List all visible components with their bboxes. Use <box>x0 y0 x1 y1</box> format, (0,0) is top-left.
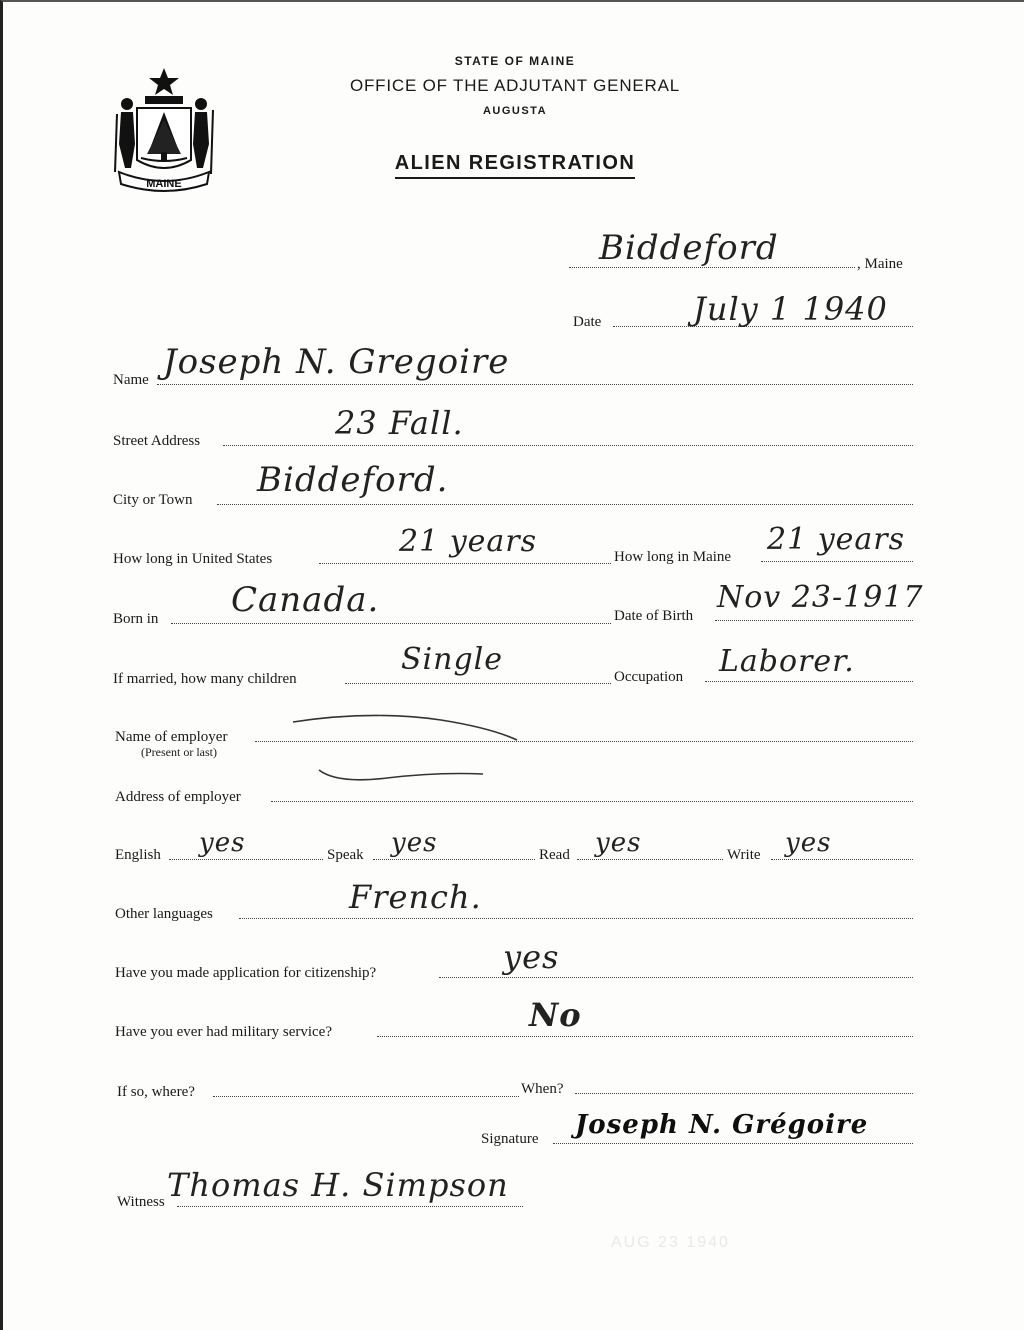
signature-label: Signature <box>481 1131 539 1147</box>
children-label: If married, how many children <box>113 671 297 687</box>
military-line <box>377 1036 913 1037</box>
write-line <box>771 859 913 860</box>
name-line <box>157 384 913 385</box>
city-heading: AUGUSTA <box>482 105 548 117</box>
date-of-birth-entry: Nov 23-1917 <box>717 580 924 615</box>
write-entry: yes <box>785 828 832 858</box>
city-entry: Biddeford. <box>257 460 449 500</box>
occupation-label: Occupation <box>614 669 684 685</box>
witness-entry: Thomas H. Simpson <box>167 1166 509 1204</box>
town-entry: Biddeford <box>599 228 779 268</box>
occupation-entry: Laborer. <box>719 644 855 679</box>
citizenship-entry: yes <box>503 938 560 976</box>
children-entry: Single <box>401 642 504 677</box>
other-languages-entry: French. <box>349 878 482 916</box>
employer-name-label: Name of employer <box>115 729 228 745</box>
employer-name-dash-mark <box>291 696 521 746</box>
read-label: Read <box>539 847 570 863</box>
date-of-birth-line <box>715 620 913 621</box>
born-in-entry: Canada. <box>231 580 380 620</box>
how-long-maine-label: How long in Maine <box>614 549 732 565</box>
date-of-birth-label: Date of Birth <box>614 608 694 624</box>
write-label: Write <box>727 847 761 863</box>
english-label: English <box>115 847 161 863</box>
name-label: Name <box>113 372 149 388</box>
if-so-where-label: If so, where? <box>117 1084 195 1100</box>
born-in-label: Born in <box>113 611 159 627</box>
speak-line <box>373 859 535 860</box>
city-label: City or Town <box>113 492 193 508</box>
other-languages-line <box>239 918 913 919</box>
street-label: Street Address <box>113 433 201 449</box>
employer-address-line <box>271 801 913 802</box>
when-line <box>575 1093 913 1094</box>
speak-label: Speak <box>327 847 364 863</box>
maine-suffix-label: , Maine <box>857 256 903 272</box>
english-line <box>169 859 323 860</box>
state-heading: STATE OF MAINE <box>454 54 576 68</box>
military-label: Have you ever had military service? <box>115 1024 332 1040</box>
date-entry: July 1 1940 <box>693 290 888 328</box>
employer-address-dash-mark <box>317 762 487 792</box>
when-label: When? <box>521 1081 564 1097</box>
how-long-maine-entry: 21 years <box>767 522 906 557</box>
how-long-maine-line <box>761 561 913 562</box>
citizenship-line <box>439 977 913 978</box>
english-entry: yes <box>199 828 246 858</box>
how-long-us-label: How long in United States <box>113 551 273 567</box>
citizenship-label: Have you made application for citizenship? <box>115 965 377 981</box>
children-line <box>345 683 611 684</box>
how-long-us-entry: 21 years <box>399 524 538 559</box>
if-so-where-line <box>213 1096 519 1097</box>
military-entry: No <box>529 996 582 1034</box>
street-line <box>223 445 913 446</box>
city-line <box>217 504 913 505</box>
born-in-line <box>171 623 611 624</box>
witness-line <box>177 1206 523 1207</box>
office-heading: OFFICE OF THE ADJUTANT GENERAL <box>349 76 681 95</box>
speak-entry: yes <box>391 828 438 858</box>
how-long-us-line <box>319 563 611 564</box>
name-entry: Joseph N. Gregoire <box>163 342 510 382</box>
date-label: Date <box>573 314 602 330</box>
read-line <box>577 859 723 860</box>
occupation-line <box>705 681 913 682</box>
signature-line <box>553 1143 913 1144</box>
other-languages-label: Other languages <box>115 906 213 922</box>
form-title: ALIEN REGISTRATION <box>3 152 1024 175</box>
witness-label: Witness <box>117 1194 165 1210</box>
employer-note: (Present or last) <box>141 745 217 759</box>
employer-address-label: Address of employer <box>115 789 241 805</box>
signature-entry: Joseph N. Grégoire <box>575 1110 869 1140</box>
seal-banner-text: MAINE <box>146 178 182 190</box>
read-entry: yes <box>595 828 642 858</box>
street-entry: 23 Fall. <box>335 404 464 442</box>
received-stamp: AUG 23 1940 <box>611 1234 730 1251</box>
